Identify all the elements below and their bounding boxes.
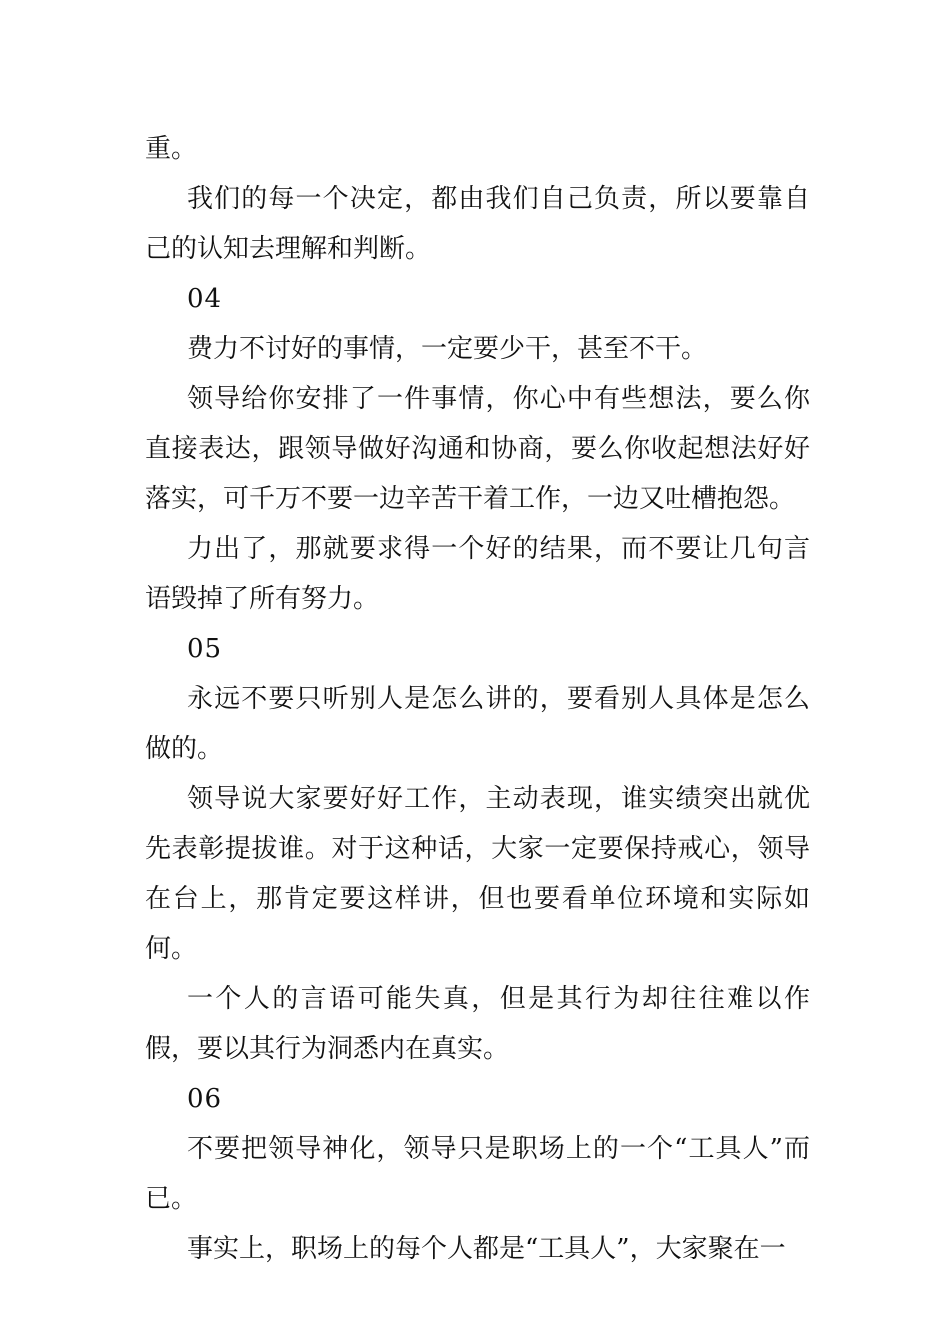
paragraph: 一个人的言语可能失真，但是其行为却往往难以作假，要以其行为洞悉内在真实。: [145, 984, 810, 1064]
section-number: 06: [187, 1084, 223, 1114]
paragraph: 事实上，职场上的每个人都是“工具人”，大家聚在一: [187, 1234, 786, 1264]
paragraph: 我们的每一个决定，都由我们自己负责，所以要靠自己的认知去理解和判断。: [145, 184, 810, 264]
paragraph: 领导说大家要好好工作，主动表现，谁实绩突出就优先表彰提拔谁。对于这种话，大家一定要保持戒心，领导在台上，那肯定要这样讲，但也要看单位环境和实际如何。: [145, 784, 810, 964]
paragraph: 费力不讨好的事情，一定要少干，甚至不干。: [187, 334, 708, 364]
paragraph: 领导给你安排了一件事情，你心中有些想法，要么你直接表达，跟领导做好沟通和协商，要么你收起想法好好落实，可千万不要一边辛苦干着工作，一边又吐槽抱怨。: [145, 384, 810, 514]
paragraph-continuation: 重。: [145, 134, 198, 164]
section-number: 05: [187, 634, 223, 664]
paragraph: 永远不要只听别人是怎么讲的，要看别人具体是怎么做的。: [145, 684, 810, 764]
section-number: 04: [187, 284, 223, 314]
document-page: [145, 124, 810, 1274]
paragraph: 力出了，那就要求得一个好的结果，而不要让几句言语毁掉了所有努力。: [145, 534, 810, 614]
paragraph: 不要把领导神化，领导只是职场上的一个“工具人”而已。: [145, 1134, 810, 1214]
